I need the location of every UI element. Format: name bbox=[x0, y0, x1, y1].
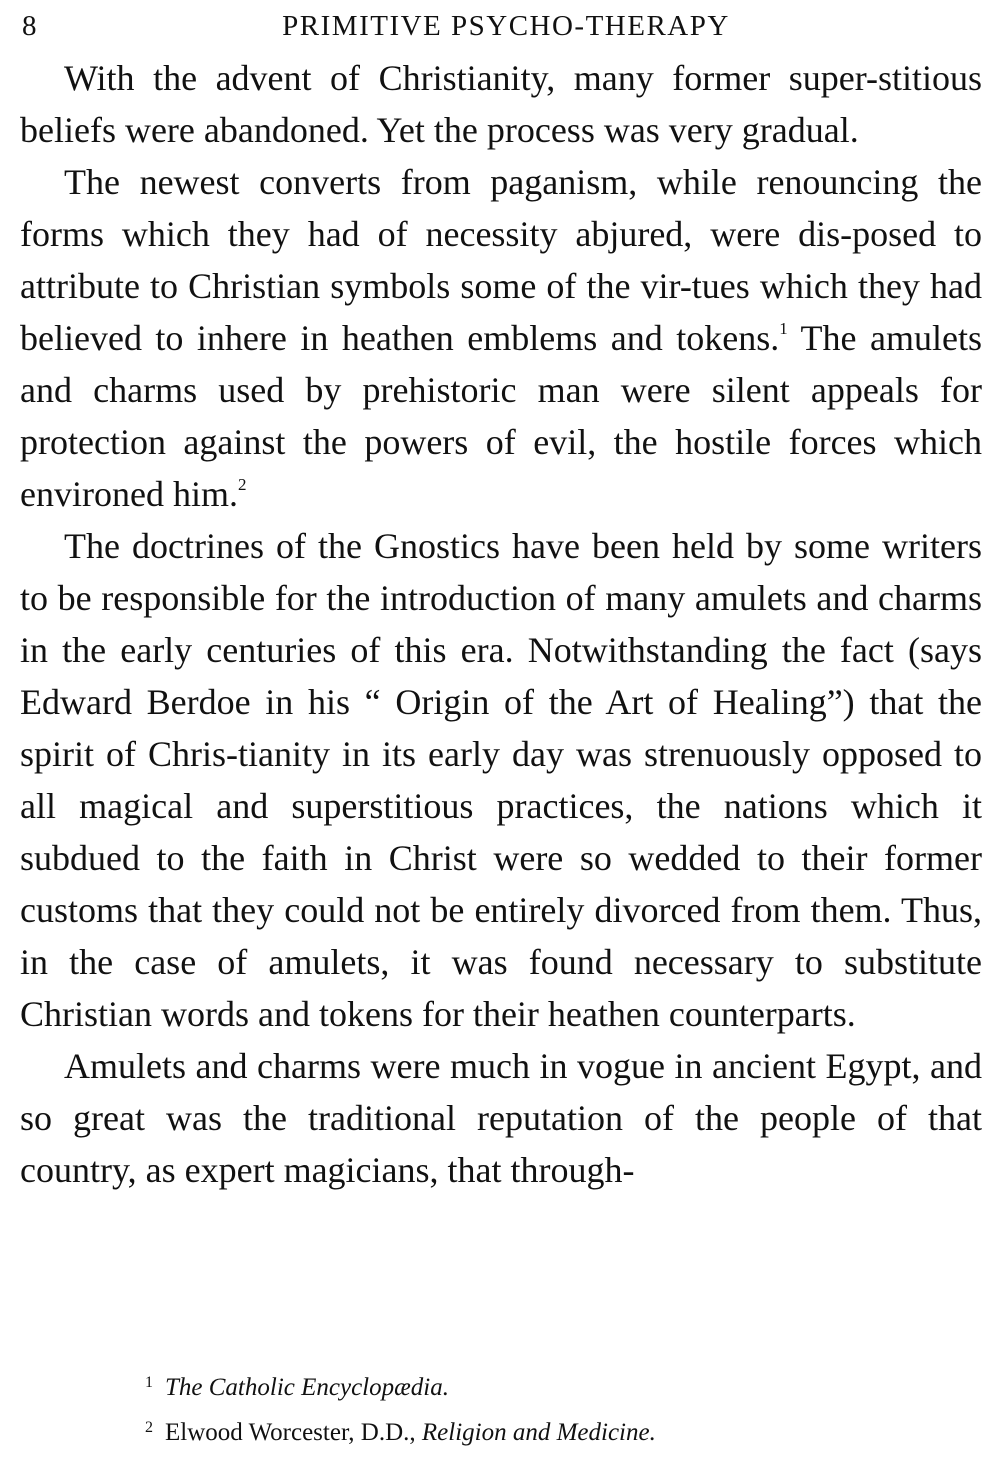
footnote-2-title: Religion and Medicine. bbox=[421, 1419, 656, 1446]
paragraph-1: With the advent of Christianity, many former super-stitious beliefs were abandoned. Yet the process was very gradual. bbox=[20, 58, 982, 150]
footnote-1-mark: 1 bbox=[145, 1374, 153, 1391]
paragraph-3: The doctrines of the Gnostics have been held by some writers to be responsible for the introduction of many amulets and charms in the early centuries of this era. Notwithstanding the fact (says Edward Berdoe in his “ Origin of the Art of Healing”) that the spirit of Chris-tianity in its early day was strenuously opposed to all magical and superstitious practices, the nations which it subdued to the faith in Christ were so wedded to their former customs that they could not be entirely divorced from them. Thus, in the case of amulets, it was found necessary to substitute Christian words and tokens for their heathen counterparts. bbox=[20, 526, 982, 1034]
footnote-2-author: Elwood Worcester, D.D., bbox=[165, 1419, 416, 1446]
footnote-2 bbox=[145, 1408, 656, 1453]
paragraph-2 bbox=[20, 156, 982, 520]
page-number: 8 bbox=[22, 10, 37, 42]
running-head bbox=[20, 0, 982, 52]
running-title: PRIMITIVE PSYCHO-THERAPY bbox=[282, 10, 730, 42]
paragraph-4: Amulets and charms were much in vogue in ancient Egypt, and so great was the traditional reputation of the people of that country, as expert magicians, that through- bbox=[20, 1046, 982, 1190]
body-text bbox=[20, 52, 982, 1196]
footnote-1-title: The Catholic Encyclopædia. bbox=[165, 1374, 449, 1401]
paragraph-2-part-a: The newest converts from paganism, while renouncing the forms which they had of necessity abjured, were dis-posed to attribute to Christian symbols some of the vir-tues which they had believed to inhere in heathen emblems and tokens. bbox=[20, 162, 982, 358]
footnote-ref-2: 2 bbox=[237, 475, 247, 494]
paragraph-2-part-b: The amulets and charms used by prehistoric man were silent appeals for protection against the powers of evil, the hostile forces which environed him. bbox=[20, 318, 982, 514]
footnote-2-mark: 2 bbox=[145, 1419, 153, 1436]
footnote-1 bbox=[145, 1363, 656, 1408]
footnote-ref-1: 1 bbox=[779, 319, 788, 338]
footnotes bbox=[145, 1363, 656, 1453]
